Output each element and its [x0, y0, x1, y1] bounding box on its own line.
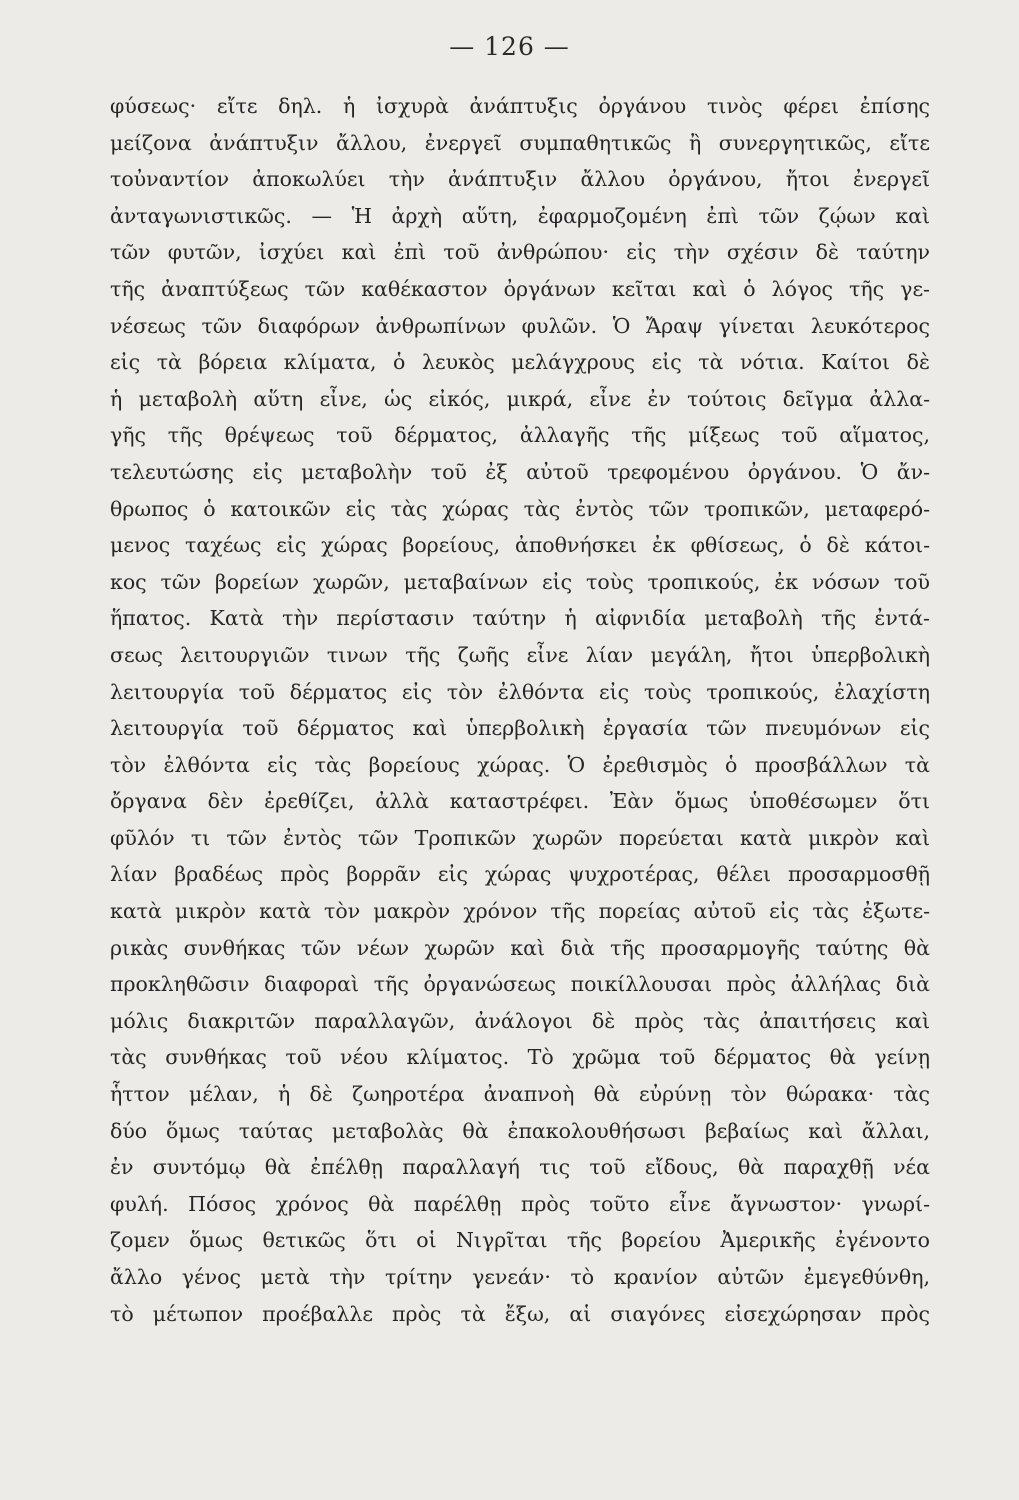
text-line: ἥπατος. Κατὰ τὴν περίστασιν ταύτην ἡ αἰφνιδία μεταβολὴ τῆς ἐντά- [110, 606, 930, 631]
text-line: τελευτώσης εἰς μεταβολὴν τοῦ ἐξ αὐτοῦ τρεφομένου ὀργάνου. Ὁ ἄν- [110, 459, 930, 484]
text-line: λειτουργία τοῦ δέρματος καὶ ὑπερβολικὴ ἐργασία τῶν πνευμόνων εἰς [110, 716, 930, 741]
text-line: τῆς ἀναπτύξεως τῶν καθέκαστον ὀργάνων κεῖται καὶ ὁ λόγος τῆς γε- [110, 276, 930, 301]
text-line: φυλή. Πόσος χρόνος θὰ παρέλθῃ πρὸς τοῦτο εἶνε ἄγνωστον· γνωρί- [110, 1191, 930, 1216]
text-line: θρωπος ὁ κατοικῶν εἰς τὰς χώρας τὰς ἐντὸς τῶν τροπικῶν, μεταφερό- [110, 496, 930, 521]
text-line: τῶν φυτῶν, ἰσχύει καὶ ἐπὶ τοῦ ἀνθρώπου· εἰς τὴν σχέσιν δὲ ταύτην [110, 240, 930, 265]
text-line: ἀνταγωνιστικῶς. — Ἡ ἀρχὴ αὕτη, ἐφαρμοζομένη ἐπὶ τῶν ζῴων καὶ [110, 203, 930, 228]
text-line: τὸν ἐλθόντα εἰς τὰς βορείους χώρας. Ὁ ἐρεθισμὸς ὁ προσβάλλων τὰ [110, 752, 930, 777]
text-line: νέσεως τῶν διαφόρων ἀνθρωπίνων φυλῶν. Ὁ Ἄραψ γίνεται λευκότερος [110, 313, 930, 338]
text-line: ἄλλο γένος μετὰ τὴν τρίτην γενεάν· τὸ κρανίον αὐτῶν ἐμεγεθύνθη, [110, 1265, 930, 1289]
text-line: εἰς τὰ βόρεια κλίματα, ὁ λευκὸς μελάγχρους εἰς τὰ νότια. Καίτοι δὲ [110, 350, 930, 375]
text-line: μείζονα ἀνάπτυξιν ἄλλου, ἐνεργεῖ συμπαθητικῶς ἢ συνεργητικῶς, εἴτε [110, 130, 930, 155]
text-line: κατὰ μικρὸν κατὰ τὸν μακρὸν χρόνον τῆς πορείας αὐτοῦ εἰς τὰς ἐξωτε- [110, 899, 930, 924]
text-line: λειτουργία τοῦ δέρματος εἰς τὸν ἐλθόντα εἰς τοὺς τροπικούς, ἐλαχίστη [110, 679, 930, 704]
text-line: τὸ μέτωπον προέβαλλε πρὸς τὰ ἔξω, αἱ σιαγόνες εἰσεχώρησαν πρὸς [110, 1301, 930, 1326]
text-line: ζομεν ὅμως θετικῶς ὅτι οἱ Νιγρῖται τῆς βορείου Ἀμερικῆς ἐγένοντο [110, 1228, 930, 1253]
text-line: ὄργανα δὲν ἐρεθίζει, ἀλλὰ καταστρέφει. Ἐὰν ὅμως ὑποθέσωμεν ὅτι [110, 789, 930, 814]
text-line: ἐν συντόμῳ θὰ ἐπέλθῃ παραλλαγή τις τοῦ εἴδους, θὰ παραχθῇ νέα [110, 1155, 930, 1180]
text-line: τὰς συνθήκας τοῦ νέου κλίματος. Τὸ χρῶμα τοῦ δέρματος θὰ γείνῃ [110, 1045, 930, 1070]
text-line: κος τῶν βορείων χωρῶν, μεταβαίνων εἰς τοὺς τροπικούς, ἐκ νόσων τοῦ [110, 569, 930, 594]
text-line: φύσεως· εἴτε δηλ. ἡ ἰσχυρὰ ἀνάπτυξις ὀργάνου τινὸς φέρει ἐπίσης [110, 94, 930, 118]
text-line: ρικὰς συνθήκας τῶν νέων χωρῶν καὶ διὰ τῆς προσαρμογῆς ταύτης θὰ [110, 935, 930, 960]
text-line: προκληθῶσιν διαφοραὶ τῆς ὀργανώσεως ποικίλλουσαι πρὸς ἀλλήλας διὰ [110, 972, 930, 997]
page-number: — 126 — [449, 32, 570, 61]
text-line: μόλις διακριτῶν παραλλαγῶν, ἀνάλογοι δὲ πρὸς τὰς ἀπαιτήσεις καὶ [110, 1008, 930, 1033]
body-text [110, 88, 930, 1332]
text-line: φῦλόν τι τῶν ἐντὸς τῶν Τροπικῶν χωρῶν πορεύεται κατὰ μικρὸν καὶ [110, 825, 930, 850]
text-line: ἡ μεταβολὴ αὕτη εἶνε, ὡς εἰκός, μικρά, εἶνε ἐν τούτοις δεῖγμα ἀλλα- [110, 386, 930, 411]
text-line: μενος ταχέως εἰς χώρας βορείους, ἀποθνήσκει ἐκ φθίσεως, ὁ δὲ κάτοι- [110, 533, 930, 558]
text-line: σεως λειτουργιῶν τινων τῆς ζωῆς εἶνε λίαν μεγάλη, ἤτοι ὑπερβολικὴ [110, 642, 930, 667]
text-line: γῆς τῆς θρέψεως τοῦ δέρματος, ἀλλαγῆς τῆς μίξεως τοῦ αἵματος, [110, 423, 930, 448]
text-line: λίαν βραδέως πρὸς βορρᾶν εἰς χώρας ψυχροτέρας, θέλει προσαρμοσθῇ [110, 862, 930, 887]
text-line: δύο ὅμως ταύτας μεταβολὰς θὰ ἐπακολουθήσωσι βεβαίως καὶ ἄλλαι, [110, 1118, 930, 1143]
text-line: τοὐναντίον ἀποκωλύει τὴν ἀνάπτυξιν ἄλλου ὀργάνου, ἤτοι ἐνεργεῖ [110, 167, 930, 192]
text-line: ἧττον μέλαν, ἡ δὲ ζωηροτέρα ἀναπνοὴ θὰ εὐρύνῃ τὸν θώρακα· τὰς [110, 1082, 930, 1107]
